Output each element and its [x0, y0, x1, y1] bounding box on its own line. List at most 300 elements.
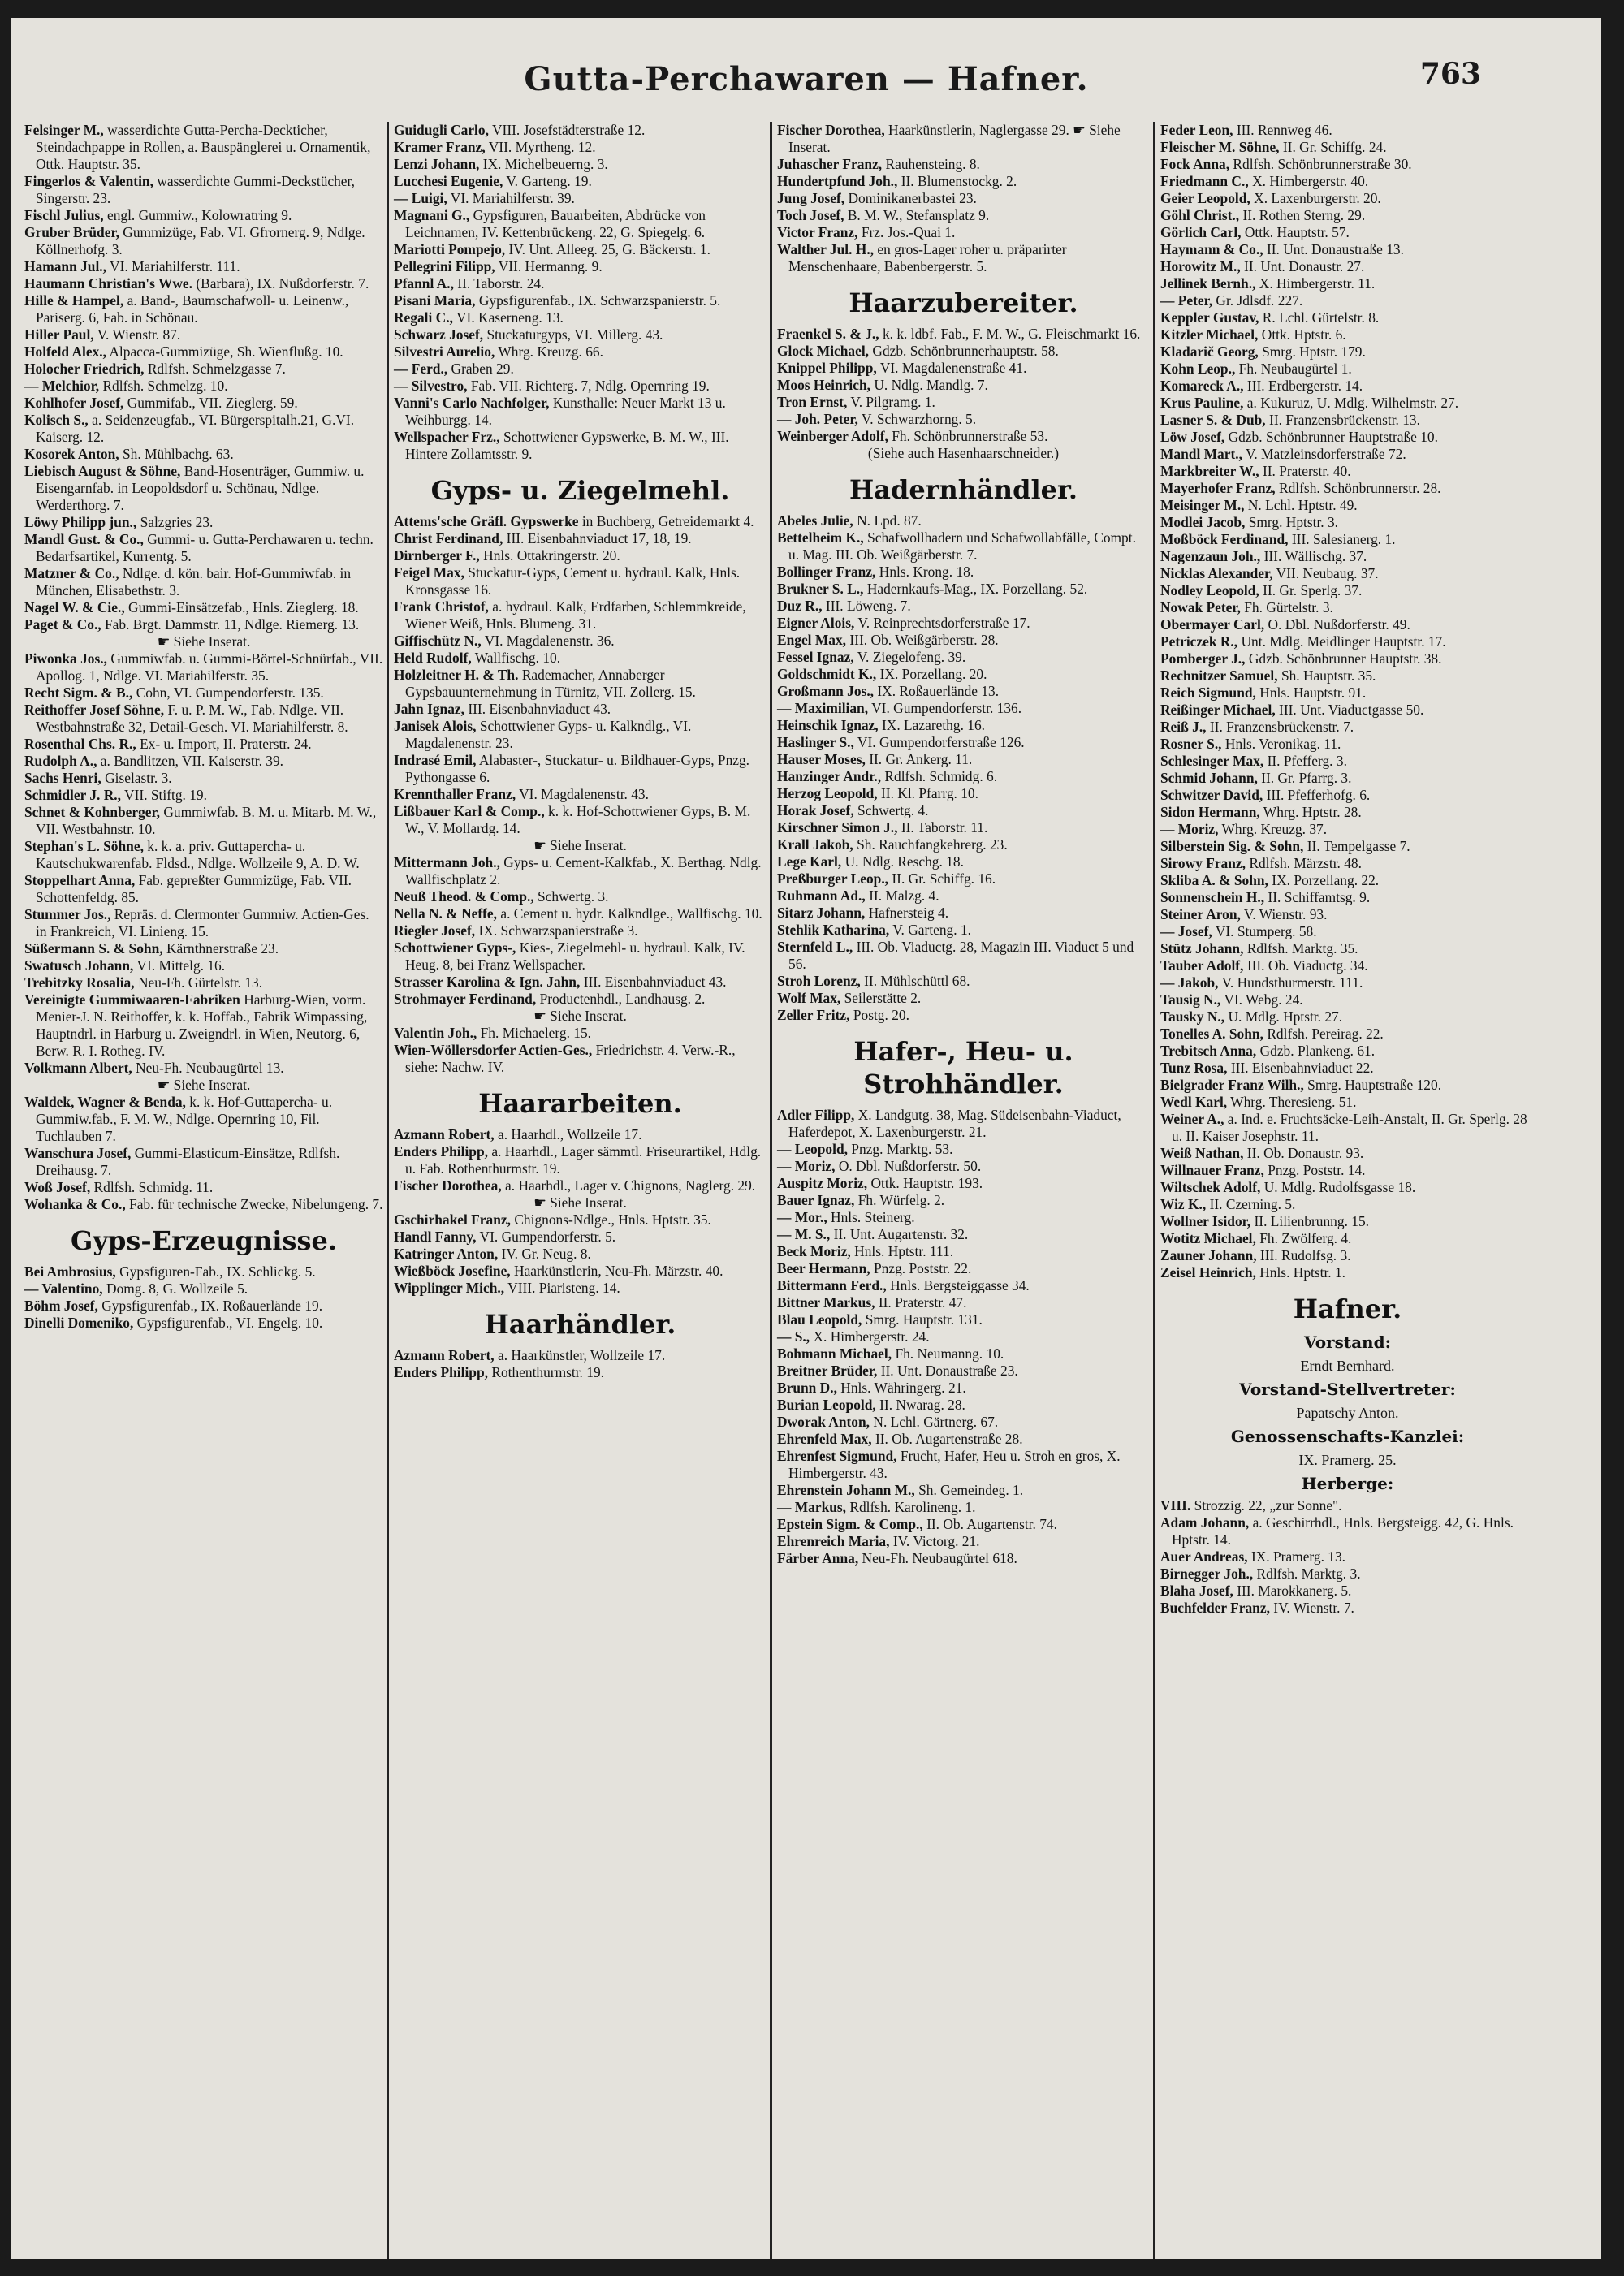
directory-entry: [777, 1311, 1150, 1328]
directory-entry: [1160, 736, 1535, 753]
directory-entry: [394, 1211, 767, 1229]
entry-name: Nowak Peter,: [1160, 599, 1241, 615]
directory-entry: [1160, 1548, 1535, 1566]
directory-entry: [777, 615, 1150, 632]
entry-details: Hnls. Krong. 18.: [879, 564, 974, 580]
entry-name: Mittermann Joh.,: [394, 854, 500, 870]
directory-entry: [1160, 1600, 1535, 1617]
directory-entry: [1160, 514, 1535, 531]
section-heading: Hafner.: [1293, 1293, 1402, 1324]
entry-details: Sh. Mühlbachg. 63.: [122, 446, 234, 462]
entry-details: Alabaster-, Stuckatur- u. Bildhauer-Gyps, Pnzg. Pythongasse 6.: [405, 752, 750, 785]
entry-name: Görlich Carl,: [1160, 224, 1242, 240]
entry-details: R. Lchl. Gürtelstr. 8.: [1262, 309, 1380, 326]
entry-details: k. k. ldbf. Fab., F. M. W., G. Fleischmarkt 16.: [882, 326, 1141, 342]
entry-name: Brukner S. L.,: [777, 581, 864, 597]
directory-entry: [394, 547, 767, 564]
entry-details: Neu-Fh. Gürtelstr. 13.: [137, 974, 263, 991]
directory-entry: [394, 207, 767, 241]
entry-details: III. Unt. Viaductgasse 50.: [1279, 702, 1424, 718]
entry-name: Markbreiter W.,: [1160, 463, 1259, 479]
section-heading: Haarhändler.: [484, 1309, 676, 1340]
entry-name: Schnet & Kohnberger,: [24, 804, 160, 820]
directory-entry: [1160, 139, 1535, 156]
section-heading: Haarzubereiter.: [849, 287, 1078, 318]
entry-details: Ex- u. Import, II. Praterstr. 24.: [140, 736, 312, 752]
entry-details: II. Czerning. 5.: [1209, 1196, 1296, 1212]
entry-name: Großmann Jos.,: [777, 683, 875, 699]
entry-details: a. Geschirrhdl., Hnls. Bergsteigg. 42, G. Hnls. Hptstr. 14.: [1172, 1514, 1514, 1548]
entry-name: Hundertpfund Joh.,: [777, 173, 898, 189]
directory-entry: [24, 395, 383, 412]
directory-entry: [1160, 889, 1535, 906]
entry-name: Birnegger Joh.,: [1160, 1566, 1254, 1582]
entry-details: in Buchberg, Getreidemarkt 4.: [581, 513, 754, 529]
section-heading: Gyps- u. Ziegelmehl.: [430, 475, 730, 506]
entry-details: IV. Unt. Alleeg. 25, G. Bäckerstr. 1.: [508, 241, 710, 257]
entry-name: Wiz K.,: [1160, 1196, 1207, 1212]
entry-details: Fh. Schönbrunnerstraße 53.: [892, 428, 1048, 444]
directory-entry: [1160, 241, 1535, 258]
directory-entry: [1160, 1583, 1535, 1600]
directory-entry: [1160, 463, 1535, 480]
entry-details: II. Unt. Augartenstr. 32.: [833, 1226, 969, 1242]
directory-entry: [24, 292, 383, 326]
entry-details: Hnls. Steinerg.: [831, 1209, 915, 1225]
entry-name: — Markus,: [777, 1499, 847, 1515]
entry-name: Strasser Karolina & Ign. Jahn,: [394, 974, 581, 990]
entry-name: Bettelheim K.,: [777, 529, 864, 546]
entry-name: Feigel Max,: [394, 564, 464, 581]
directory-entry: [1160, 957, 1535, 974]
entry-name: Silvestri Aurelio,: [394, 343, 495, 360]
entry-name: Meisinger M.,: [1160, 497, 1245, 513]
directory-entry: [394, 429, 767, 463]
entry-details: II. Ob. Donaustr. 93.: [1246, 1145, 1364, 1161]
entry-name: Trebitzky Rosalia,: [24, 974, 135, 991]
entry-name: Stoppelhart Anna,: [24, 872, 136, 888]
entry-details: Giselastr. 3.: [105, 770, 172, 786]
entry-name: Dinelli Domeniko,: [24, 1315, 134, 1331]
directory-entry: [777, 1431, 1150, 1448]
entry-details: VI. Magdalenenstr. 36.: [484, 633, 615, 649]
entry-name: Komareck A.,: [1160, 378, 1244, 394]
entry-name: Haumann Christian's Wwe.: [24, 275, 192, 292]
entry-details: Friedrichstr. 4. Verw.-R., siehe: Nachw. IV.: [405, 1042, 736, 1075]
entry-details: III. Eisenbahnviaduct 43.: [583, 974, 727, 990]
directory-entry: [777, 734, 1150, 751]
directory-entry: [24, 224, 383, 258]
directory-entry: [394, 922, 767, 939]
directory-entry: [1160, 207, 1535, 224]
entry-name: — Silvestro,: [394, 378, 468, 394]
directory-entry: [24, 991, 383, 1060]
entry-details: IX. Pramerg. 13.: [1250, 1548, 1346, 1565]
entry-name: Victor Franz,: [777, 224, 858, 240]
directory-entry: [1160, 258, 1535, 275]
entry-name: Tron Ernst,: [777, 394, 848, 410]
entry-name: Sonnenschein H.,: [1160, 889, 1265, 905]
entry-details: II. Lilienbrunng. 15.: [1254, 1213, 1370, 1229]
directory-entry: [394, 395, 767, 429]
entry-name: Neuß Theod. & Comp.,: [394, 888, 534, 905]
entry-details: Domg. 8, G. Wollzeile 5.: [106, 1281, 248, 1297]
directory-entry: [24, 1060, 383, 1077]
directory-entry: [1160, 685, 1535, 702]
entry-details: IX. Michelbeuerng. 3.: [482, 156, 608, 172]
entry-details: X. Himbergerstr. 11.: [1259, 275, 1376, 292]
entry-name: Trebitsch Anna,: [1160, 1043, 1257, 1059]
entry-details: Gdzb. Schönbrunner Hauptstr. 38.: [1248, 650, 1442, 667]
directory-entry: [24, 1315, 383, 1332]
directory-entry: [1160, 292, 1535, 309]
entry-name: Skliba A. & Sohn,: [1160, 872, 1268, 888]
entry-details: VI. Webg. 24.: [1224, 991, 1303, 1008]
entry-details: Wallfischg. 10.: [474, 650, 561, 666]
entry-details: V. Schwarzhorng. 5.: [861, 411, 977, 427]
directory-entry: [24, 770, 383, 787]
entry-name: Felsinger M.,: [24, 122, 104, 138]
directory-entry: [777, 1363, 1150, 1380]
entry-name: Kosorek Anton,: [24, 446, 119, 462]
directory-entry: [777, 394, 1150, 411]
directory-entry: [394, 939, 767, 974]
entry-name: — Leopold,: [777, 1141, 848, 1157]
entry-details: VI. Mittelg. 16.: [136, 957, 226, 974]
entry-name: — Maximilian,: [777, 700, 869, 716]
entry-name: Friedmann C.,: [1160, 173, 1249, 189]
entry-name: Bittner Markus,: [777, 1294, 875, 1311]
directory-entry: [777, 1397, 1150, 1414]
directory-entry: [777, 1175, 1150, 1192]
entry-name: Fleischer M. Söhne,: [1160, 139, 1280, 155]
entry-name: Nagel W. & Cie.,: [24, 599, 125, 615]
directory-entry: [24, 1298, 383, 1315]
entry-name: Zauner Johann,: [1160, 1247, 1257, 1263]
section-heading: Haararbeiten.: [478, 1088, 682, 1119]
directory-entry: [394, 190, 767, 207]
entry-name: Auer Andreas,: [1160, 1548, 1248, 1565]
entry-details: Chignons-Ndlge., Hnls. Hptstr. 35.: [514, 1211, 711, 1228]
entry-name: Mandl Mart.,: [1160, 446, 1242, 462]
directory-entry: [24, 378, 383, 395]
entry-details: IX. Schwarzspanierstraße 3.: [478, 922, 638, 939]
entry-details: O. Dbl. Nußdorferstr. 50.: [838, 1158, 982, 1174]
entry-details: N. Lchl. Gärtnerg. 67.: [873, 1414, 999, 1430]
entry-name: Blau Leopold,: [777, 1311, 862, 1328]
entry-details: IX. Porzellang. 20.: [879, 666, 987, 682]
entry-details: Smrg. Hauptstraße 120.: [1307, 1077, 1442, 1093]
directory-entry: [394, 530, 767, 547]
directory-entry: [1160, 1230, 1535, 1247]
directory-entry: [24, 1263, 383, 1281]
entry-details: IV. Victorg. 21.: [892, 1533, 980, 1549]
entry-details: a. Kukuruz, U. Mdlg. Wilhelmstr. 27.: [1246, 395, 1459, 411]
entry-details: X. Laxenburgerstr. 20.: [1254, 190, 1381, 206]
entry-name: Krall Jakob,: [777, 836, 853, 853]
directory-entry: [1160, 480, 1535, 497]
entry-details: U. Ndlg. Mandlg. 7.: [874, 377, 988, 393]
directory-entry: [24, 343, 383, 361]
entry-name: — Moriz,: [1160, 821, 1219, 837]
entry-details: Schottwiener Gyps- u. Kalkndlg., VI. Magdalenenstr. 23.: [405, 718, 692, 751]
directory-entry: [24, 1145, 383, 1179]
directory-entry: [777, 1277, 1150, 1294]
entry-details: a. Haarhdl., Lager sämmtl. Friseurartikel, Hdlg. u. Fab. Rothenthurmstr. 19.: [405, 1143, 762, 1177]
entry-details: VI. Gumpendorferstraße 126.: [857, 734, 1025, 750]
entry-details: Rdlfsh. Marktg. 3.: [1256, 1566, 1361, 1582]
entry-details: X. Himbergerstr. 24.: [813, 1328, 930, 1345]
entry-name: — Valentino,: [24, 1281, 103, 1297]
entry-details: Whrg. Theresieng. 51.: [1230, 1094, 1357, 1110]
directory-entry: [777, 156, 1150, 173]
entry-name: Hille & Hampel,: [24, 292, 124, 309]
entry-details: Rauhensteing. 8.: [885, 156, 980, 172]
directory-entry: [1160, 702, 1535, 719]
entry-details: II. Nwarag. 28.: [879, 1397, 965, 1413]
entry-name: Beck Moriz,: [777, 1243, 851, 1259]
entry-name: Bollinger Franz,: [777, 564, 876, 580]
entry-note: (Siehe auch Hasenhaarschneider.): [867, 445, 1060, 461]
entry-details: III. Eisenbahnviaduct 43.: [468, 701, 611, 717]
directory-entry: [1160, 1162, 1535, 1179]
entry-details: III. Ob. Viaductg. 34.: [1246, 957, 1368, 974]
entry-name: Mariotti Pompejo,: [394, 241, 506, 257]
directory-entry: [1160, 224, 1535, 241]
entry-name: Nodley Leopold,: [1160, 582, 1259, 598]
directory-entry: [24, 804, 383, 838]
directory-entry: [1160, 1026, 1535, 1043]
directory-entry: [777, 922, 1150, 939]
entry-name: Christ Ferdinand,: [394, 530, 503, 546]
directory-entry: [777, 428, 1150, 445]
directory-entry: [1160, 1060, 1535, 1077]
directory-entry: [1160, 1566, 1535, 1583]
entry-name: Horak Josef,: [777, 802, 854, 818]
directory-entry: [777, 1107, 1150, 1141]
directory-entry: [1160, 940, 1535, 957]
entry-details: Whrg. Kreuzg. 37.: [1221, 821, 1328, 837]
directory-entry: [777, 1499, 1150, 1516]
entry-name: Indrasé Emil,: [394, 752, 477, 768]
entry-name: Fischer Dorothea,: [777, 122, 885, 138]
entry-name: — Moriz,: [777, 1158, 836, 1174]
entry-name: Paget & Co.,: [24, 616, 102, 633]
directory-entry: [1160, 923, 1535, 940]
directory-entry: [1160, 906, 1535, 923]
entry-details: Gdzb. Schönbrunnerhauptstr. 58.: [872, 343, 1059, 359]
directory-entry: [24, 446, 383, 463]
directory-entry: [1160, 1179, 1535, 1196]
entry-name: Nagenzaun Joh.,: [1160, 548, 1261, 564]
entry-name: Tauber Adolf,: [1160, 957, 1244, 974]
directory-entry: [777, 973, 1150, 990]
directory-entry: [777, 990, 1150, 1007]
entry-details: Cohn, VI. Gumpendorferstr. 135.: [136, 685, 324, 701]
directory-entry: [394, 854, 767, 888]
entry-details: Sh. Rauchfangkehrerg. 23.: [857, 836, 1008, 853]
directory-entry: [24, 326, 383, 343]
directory-entry: [1160, 326, 1535, 343]
entry-name: — Josef,: [1160, 923, 1212, 939]
entry-name: Auspitz Moriz,: [777, 1175, 868, 1191]
entry-details: U. Ndlg. Reschg. 18.: [844, 853, 964, 870]
section-subheading: Herberge:: [1301, 1474, 1394, 1493]
entry-name: — Jakob,: [1160, 974, 1219, 991]
entry-details: Gyps- u. Cement-Kalkfab., X. Berthag. Ndlg. Wallfischplatz 2.: [405, 854, 762, 888]
entry-name: Lasner S. & Dub,: [1160, 412, 1266, 428]
directory-entry: [394, 888, 767, 905]
entry-name: Weinberger Adolf,: [777, 428, 888, 444]
entry-name: Wießböck Josefine,: [394, 1263, 511, 1279]
entry-name: Lenzi Johann,: [394, 156, 480, 172]
directory-entry: [777, 529, 1150, 564]
entry-details: Gummizüge, Fab. VI. Gfrornerg. 9, Ndlge. Köllnerhofg. 3.: [36, 224, 365, 257]
entry-name: Janisek Alois,: [394, 718, 477, 734]
columns-container: [19, 122, 1601, 2259]
directory-entry: [24, 599, 383, 616]
directory-entry: [777, 870, 1150, 888]
directory-entry: [24, 616, 383, 633]
entry-details: Repräs. d. Clermonter Gummiw. Actien-Ges. in Frankreich, VI. Linieng. 15.: [36, 906, 369, 939]
directory-entry: [394, 598, 767, 633]
entry-name: Schmid Johann,: [1160, 770, 1258, 786]
directory-entry: [777, 1209, 1150, 1226]
entry-details: Rdlfsh. Pereirag. 22.: [1267, 1026, 1384, 1042]
entry-name: Süßermann S. & Sohn,: [24, 940, 163, 957]
entry-name: Ehrenreich Maria,: [777, 1533, 890, 1549]
section-subheading: Genossenschafts-Kanzlei:: [1230, 1427, 1465, 1446]
entry-name: Held Rudolf,: [394, 650, 472, 666]
directory-entry: [777, 1007, 1150, 1024]
entry-name: Wiltschek Adolf,: [1160, 1179, 1261, 1195]
directory-entry: [1160, 548, 1535, 565]
entry-details: II. Praterstr. 40.: [1262, 463, 1351, 479]
entry-details: VI. Magdalenenstraße 41.: [879, 360, 1027, 376]
directory-entry: [1160, 1111, 1535, 1145]
directory-entry: [1160, 1008, 1535, 1026]
entry-details: a. Ind. e. Fruchtsäcke-Leih-Anstalt, II. Gr. Sperlg. 28 u. II. Kaiser Josephstr. 11.: [1172, 1111, 1527, 1144]
section-text: Papatschy Anton.: [1296, 1405, 1399, 1421]
entry-name: Glock Michael,: [777, 343, 870, 359]
entry-details: Fh. Neumanng. 10.: [895, 1345, 1004, 1362]
directory-entry: [24, 1094, 383, 1145]
entry-name: Buchfelder Franz,: [1160, 1600, 1270, 1616]
entry-details: a. Haarhdl., Lager v. Chignons, Naglerg. 29.: [505, 1177, 756, 1194]
entry-note: ☛ Siehe Inserat.: [533, 1194, 627, 1211]
directory-entry: [777, 666, 1150, 683]
entry-name: Färber Anna,: [777, 1550, 859, 1566]
entry-details: Fab. Brgt. Dammstr. 11, Ndlge. Riemerg. 13.: [105, 616, 360, 633]
column-3: [770, 122, 1150, 2259]
entry-name: Krus Pauline,: [1160, 395, 1244, 411]
directory-entry: [1160, 309, 1535, 326]
directory-entry: [777, 1243, 1150, 1260]
entry-name: Katringer Anton,: [394, 1246, 499, 1262]
directory-entry: [1160, 531, 1535, 548]
directory-entry: [777, 512, 1150, 529]
directory-entry: [394, 258, 767, 275]
entry-details: VI. Kaserneng. 13.: [456, 309, 564, 326]
entry-name: Sidon Hermann,: [1160, 804, 1260, 820]
entry-name: Stephan's L. Söhne,: [24, 838, 144, 854]
entry-details: Gypsfigurenfab., IX. Schwarzspanierstr. 5.: [478, 292, 721, 309]
entry-name: Goldschmidt K.,: [777, 666, 877, 682]
entry-name: Fischer Dorothea,: [394, 1177, 502, 1194]
entry-name: Hamann Jul.,: [24, 258, 106, 274]
entry-details: Smrg. Hptstr. 179.: [1262, 343, 1366, 360]
directory-entry: [1160, 497, 1535, 514]
entry-details: a. Seidenzeugfab., VI. Bürgerspitalh.21, G.VI. Kaiserg. 12.: [36, 412, 355, 445]
directory-entry: [777, 1294, 1150, 1311]
entry-name: Walther Jul. H.,: [777, 241, 875, 257]
entry-name: Abeles Julie,: [777, 512, 853, 529]
directory-entry: [777, 1482, 1150, 1499]
directory-entry: [777, 190, 1150, 207]
entry-details: III. Eisenbahnviaduct 22.: [1230, 1060, 1374, 1076]
entry-details: II. Gr. Pfarrg. 3.: [1261, 770, 1352, 786]
entry-details: Kunsthalle: Neuer Markt 13 u. Weihburgg. 14.: [405, 395, 726, 428]
directory-entry: [24, 872, 383, 906]
directory-entry: [1160, 190, 1535, 207]
entry-details: Rademacher, Annaberger Gypsbauunternehmung in Türnitz, VII. Zollerg. 15.: [405, 667, 696, 700]
entry-name: Regali C.,: [394, 309, 453, 326]
entry-details: Ottk. Hptstr. 6.: [1261, 326, 1346, 343]
entry-name: Haymann & Co.,: [1160, 241, 1263, 257]
entry-name: Preßburger Leop.,: [777, 870, 889, 887]
entry-details: III. Löweng. 7.: [825, 598, 911, 614]
entry-details: Fh. Neubaugürtel 1.: [1238, 361, 1352, 377]
entry-name: Schwarz Josef,: [394, 326, 484, 343]
section-text: IX. Pramerg. 25.: [1298, 1452, 1397, 1468]
entry-name: Ehrenstein Johann M.,: [777, 1482, 915, 1498]
directory-entry: [24, 736, 383, 753]
page-number: 763: [1419, 57, 1481, 91]
entry-name: Steiner Aron,: [1160, 906, 1241, 922]
entry-name: Kitzler Michael,: [1160, 326, 1259, 343]
entry-details: Rdlfsh. Schmidg. 11.: [93, 1179, 214, 1195]
entry-details: Rdlfsh. Schmidg. 6.: [884, 768, 998, 784]
entry-details: V. Ziegelofeng. 39.: [857, 649, 966, 665]
entry-name: Schmidler J. R.,: [24, 787, 121, 803]
section-heading: Hadernhändler.: [849, 474, 1078, 505]
entry-name: Sternfeld L.,: [777, 939, 853, 955]
directory-entry: [24, 1281, 383, 1298]
entry-details: Hnls. Bergsteiggasse 34.: [890, 1277, 1030, 1293]
entry-details: III. Pfefferhofg. 6.: [1266, 787, 1371, 803]
directory-entry: [24, 702, 383, 736]
entry-details: wasserdichte Gutta-Percha-Deckticher, Steindachpappe in Rollen, a. Bauspänglerei u. Ornamentik, Ottk. Hauptstr. 35.: [36, 122, 371, 172]
entry-name: Adler Filipp,: [777, 1107, 855, 1123]
entry-name: Riegler Josef,: [394, 922, 476, 939]
directory-entry: [777, 632, 1150, 649]
entry-name: Fessel Ignaz,: [777, 649, 854, 665]
entry-details: a. Band-, Baumschafwoll- u. Leinenw., Pariserg. 6, Fab. in Schönau.: [36, 292, 349, 326]
entry-name: Löw Josef,: [1160, 429, 1225, 445]
directory-entry: [1160, 1043, 1535, 1060]
entry-details: Schottwiener Gypswerke, B. M. W., III. Hintere Zollamtsstr. 9.: [405, 429, 729, 462]
entry-details: Unt. Mdlg. Meidlinger Hauptstr. 17.: [1241, 633, 1446, 650]
entry-name: Wolf Max,: [777, 990, 841, 1006]
entry-details: k. k. Hof-Schottwiener Gyps, B. M. W., V. Mollardg. 14.: [405, 803, 751, 836]
entry-name: Tausky N.,: [1160, 1008, 1225, 1025]
directory-entry: [1160, 719, 1535, 736]
entry-details: III. Wällischg. 37.: [1263, 548, 1367, 564]
entry-name: Stroh Lorenz,: [777, 973, 861, 989]
entry-details: a. Cement u. hydr. Kalkndlge., Wallfischg. 10.: [500, 905, 762, 922]
entry-name: Volkmann Albert,: [24, 1060, 132, 1076]
entry-details: Pnzg. Marktg. 53.: [851, 1141, 953, 1157]
